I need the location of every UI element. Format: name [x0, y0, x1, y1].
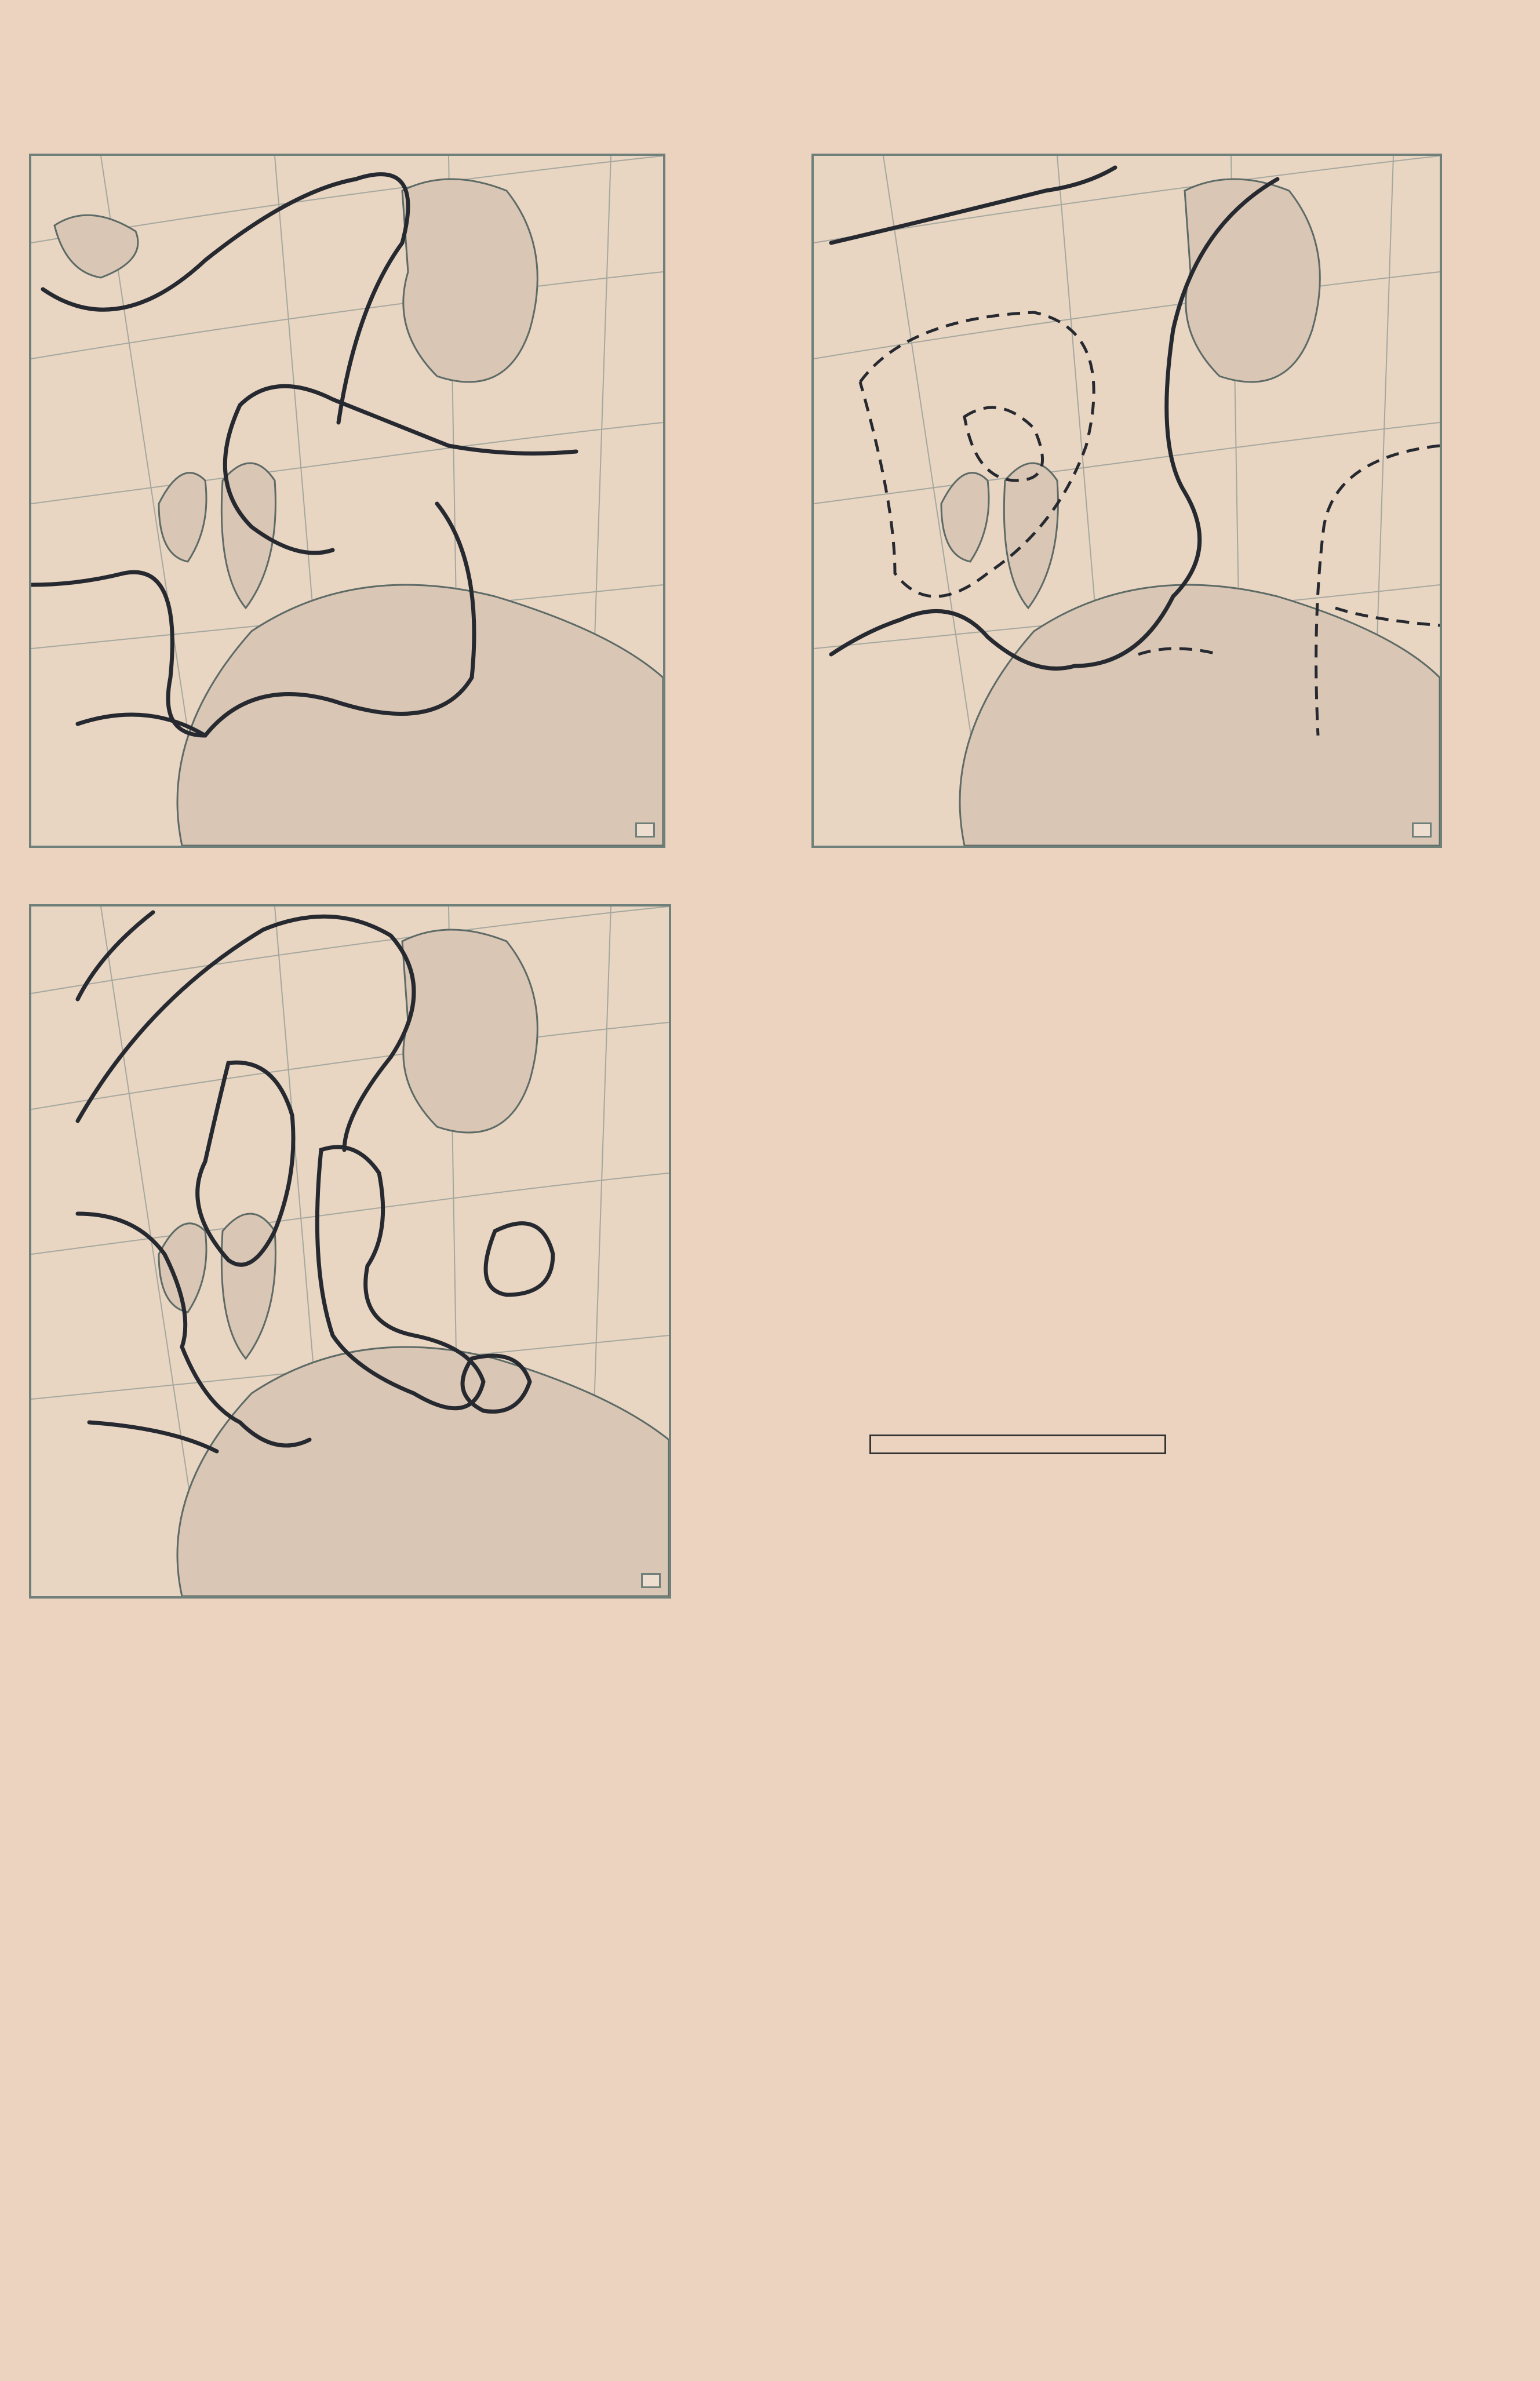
map-short-pressure-change [29, 904, 671, 1599]
short-change-legend [641, 1573, 661, 1588]
map-temperature [29, 154, 665, 848]
temperature-legend [635, 822, 655, 838]
pressure-change-legend [1412, 822, 1432, 838]
pressure-change-map-drawing [814, 156, 1440, 846]
ascent-chart-drawing [753, 884, 1437, 1591]
map-pressure-change [811, 154, 1442, 848]
issue-number [1078, 104, 1093, 142]
short-pressure-change-map-drawing [31, 906, 669, 1596]
ascent-chart [753, 884, 1437, 1591]
temperature-map-drawing [31, 156, 663, 846]
ascent-chart-legend [869, 1435, 1166, 1454]
